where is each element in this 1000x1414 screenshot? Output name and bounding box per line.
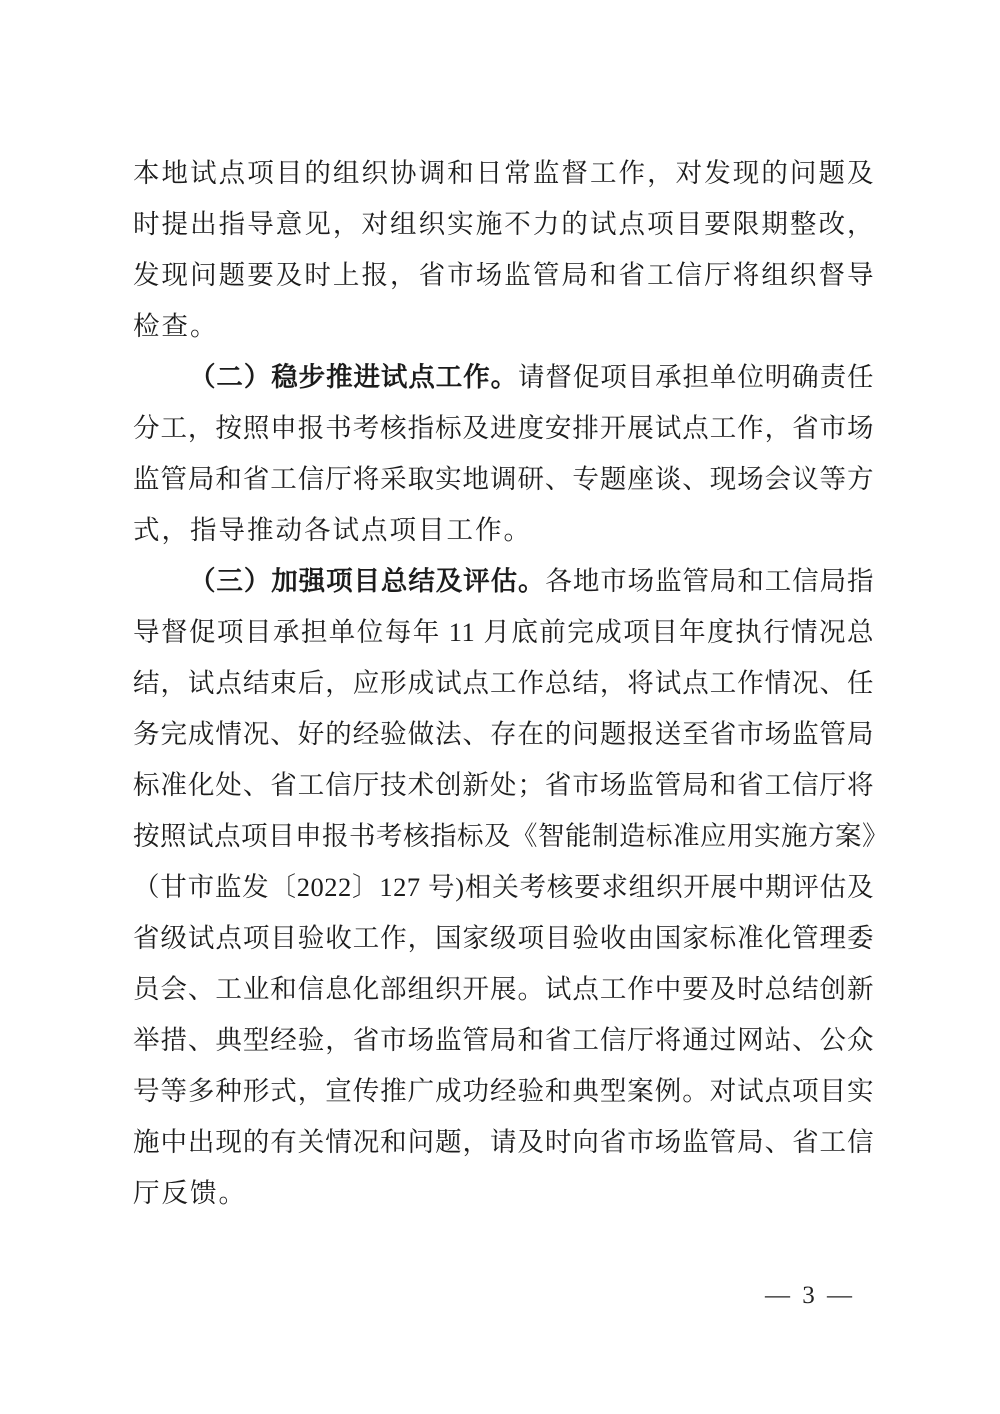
document-line <box>133 454 874 505</box>
document-line <box>133 148 874 199</box>
document-line <box>133 811 889 862</box>
document-line-paragraph-end <box>133 301 874 352</box>
line-text: 务完成情况、好的经验做法、存在的问题报送至省市场监管局 <box>133 719 874 749</box>
document-line <box>133 913 874 964</box>
document-line <box>133 1066 874 1117</box>
document-line-section-heading <box>133 352 874 403</box>
line-text: 分工，按照申报书考核指标及进度安排开展试点工作，省市场 <box>133 413 874 443</box>
line-text: 时提出指导意见，对组织实施不力的试点项目要限期整改， <box>133 209 874 239</box>
line-text: 施中出现的有关情况和问题，请及时向省市场监管局、省工信 <box>133 1127 874 1157</box>
document-line <box>133 1117 874 1168</box>
document-line <box>133 607 874 658</box>
document-line <box>133 658 874 709</box>
document-line <box>133 709 874 760</box>
document-line <box>133 250 874 301</box>
section-heading-text: （二）稳步推进试点工作。 <box>189 362 518 392</box>
line-text: 请督促项目承担单位明确责任 <box>518 362 874 392</box>
line-text: 导督促项目承担单位每年 11 月底前完成项目年度执行情况总 <box>133 617 874 647</box>
line-text: 式，指导推动各试点项目工作。 <box>133 515 532 545</box>
document-line <box>133 964 874 1015</box>
line-text: 号等多种形式，宣传推广成功经验和典型案例。对试点项目实 <box>133 1076 874 1106</box>
document-line <box>133 862 874 913</box>
line-text: 结，试点结束后，应形成试点工作总结，将试点工作情况、任 <box>133 668 874 698</box>
line-text: 按照试点项目申报书考核指标及《智能制造标准应用实施方案》 <box>133 821 889 851</box>
line-text: 发现问题要及时上报，省市场监管局和省工信厅将组织督导 <box>133 260 874 290</box>
line-text: 厅反馈。 <box>133 1178 247 1208</box>
page-number: — 3 — <box>765 1282 855 1309</box>
line-text: 举措、典型经验，省市场监管局和省工信厅将通过网站、公众 <box>133 1025 874 1055</box>
line-text: 各地市场监管局和工信局指 <box>545 566 875 596</box>
document-line-paragraph-end <box>133 1168 874 1219</box>
document-line-section-heading <box>133 556 874 607</box>
line-text: 员会、工业和信息化部组织开展。试点工作中要及时总结创新 <box>133 974 874 1004</box>
document-line <box>133 760 874 811</box>
line-text: 省级试点项目验收工作，国家级项目验收由国家标准化管理委 <box>133 923 874 953</box>
document-body <box>133 148 889 1219</box>
section-heading-text: （三）加强项目总结及评估。 <box>189 566 546 596</box>
document-line <box>133 1015 874 1066</box>
document-line <box>133 199 874 250</box>
line-text: 本地试点项目的组织协调和日常监督工作，对发现的问题及 <box>133 158 874 188</box>
line-text: 检查。 <box>133 311 219 341</box>
line-text: 标准化处、省工信厅技术创新处；省市场监管局和省工信厅将 <box>133 770 874 800</box>
line-text: （甘市监发〔2022〕127 号)相关考核要求组织开展中期评估及 <box>133 872 874 902</box>
document-line-paragraph-end <box>133 505 874 556</box>
line-text: 监管局和省工信厅将采取实地调研、专题座谈、现场会议等方 <box>133 464 874 494</box>
document-line <box>133 403 874 454</box>
